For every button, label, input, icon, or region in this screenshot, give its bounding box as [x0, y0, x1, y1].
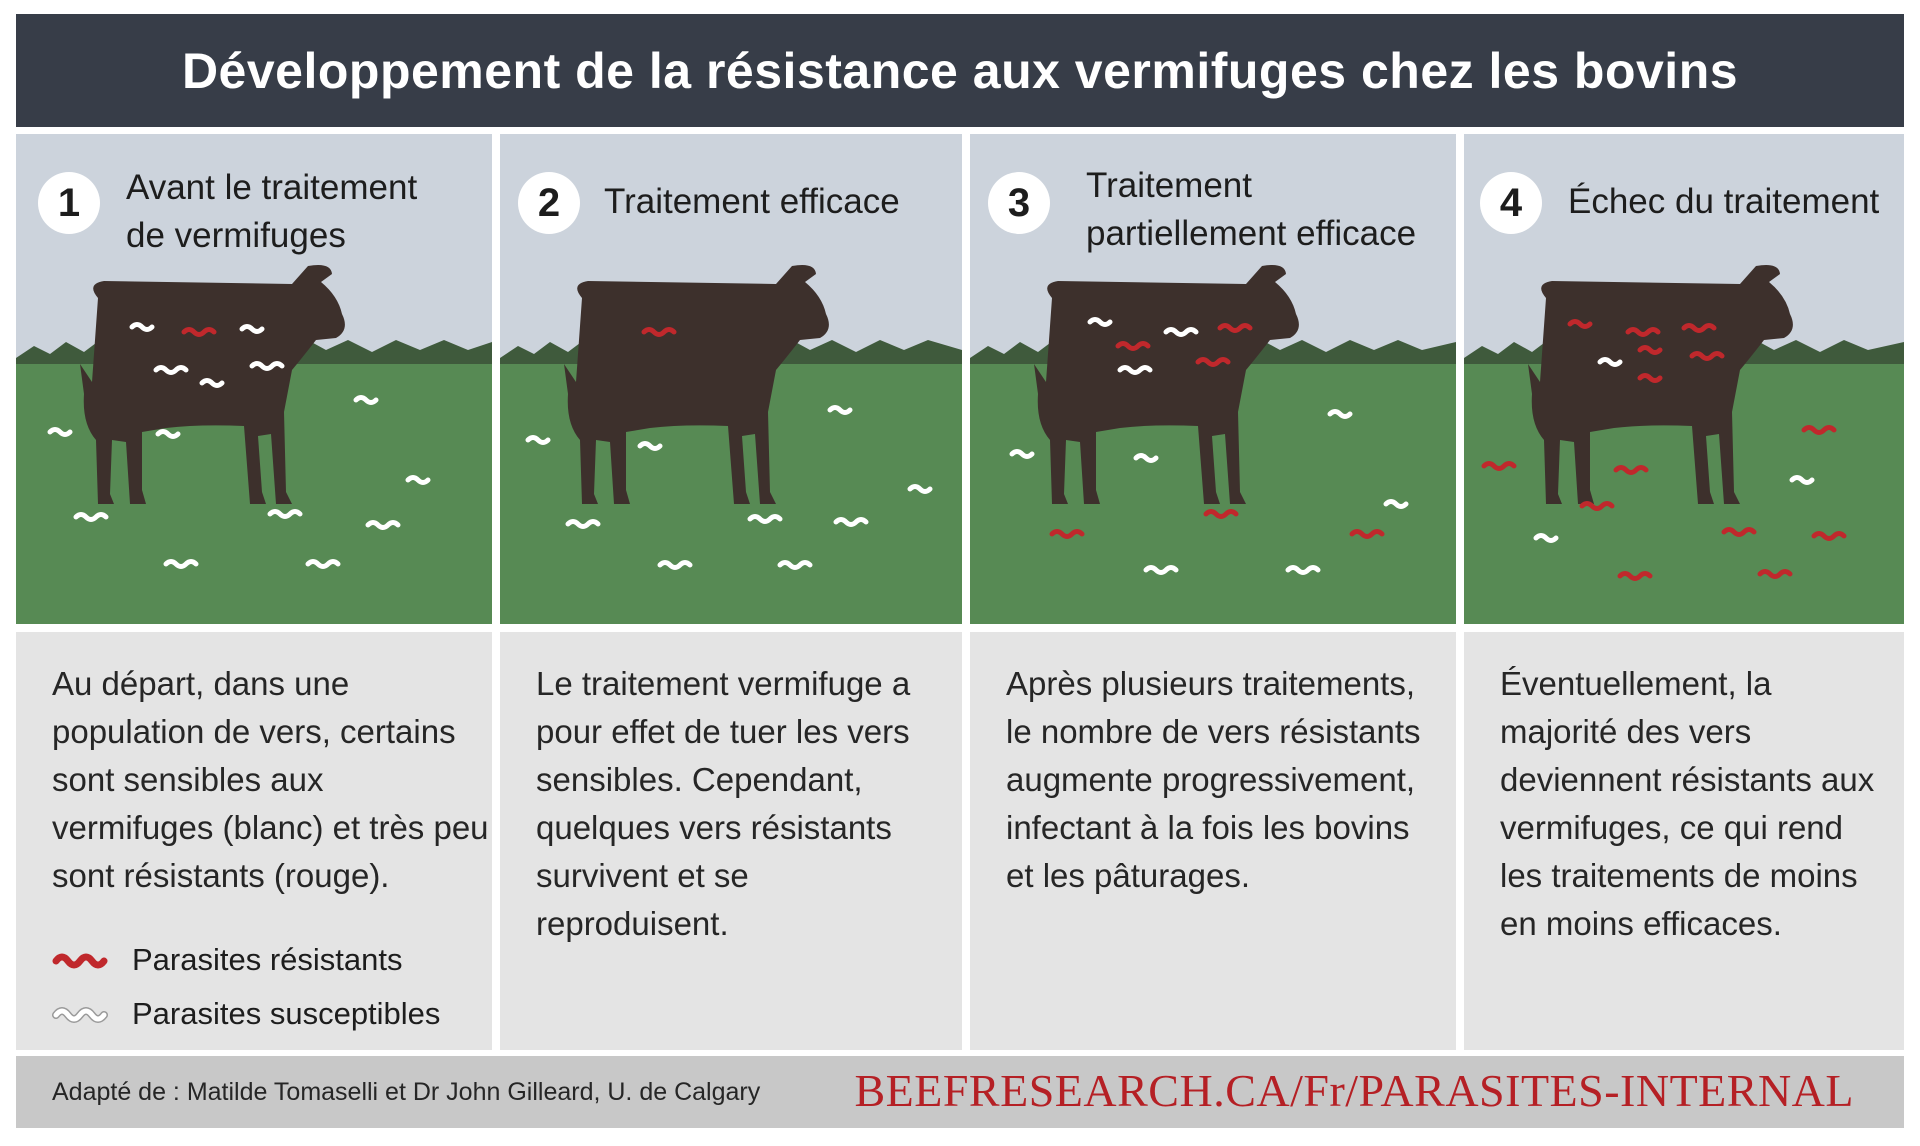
panel-3-text: Après plusieurs traitements, le nombre de vers résistants augmente progressivement, infectant à la fois les bovins et les pâturages.	[1006, 665, 1421, 894]
source-url[interactable]: BEEFRESEARCH.CA/Fr/PARASITES-INTERNAL	[854, 1065, 1854, 1116]
step-3-badge: 3	[988, 172, 1050, 234]
panel-4-description	[1464, 632, 1904, 1050]
credit-text: Adapté de : Matilde Tomaselli et Dr John Gilleard, U. de Calgary	[52, 1078, 761, 1106]
step-1-heading-line2: de vermifuges	[126, 216, 346, 255]
legend-resistant-label: Parasites résistants	[132, 942, 403, 977]
step-2-badge: 2	[518, 172, 580, 234]
step-1-heading-line1: Avant le traitement	[126, 168, 418, 207]
legend-resistant	[52, 942, 403, 978]
legend-susceptible	[52, 996, 440, 1032]
panel-3-description	[970, 632, 1456, 1050]
panel-4-scene	[1464, 134, 1904, 624]
legend-susceptible-label: Parasites susceptibles	[132, 996, 441, 1031]
panel-1-description	[16, 632, 492, 1050]
panel-1-scene	[16, 134, 492, 624]
resistant-worm-icon	[52, 945, 112, 975]
step-3-heading-line1: Traitement	[1086, 166, 1252, 205]
step-3-heading-line2: partiellement efficace	[1086, 214, 1417, 253]
panel-2-scene	[500, 134, 962, 624]
footer	[16, 1056, 1904, 1128]
susceptible-worm-icon	[52, 999, 112, 1029]
panel-3-scene	[970, 134, 1456, 624]
panel-1-text: Au départ, dans une population de vers, certains sont sensibles aux vermifuges (blanc) et très peu sont résistants (rouge).	[52, 665, 489, 894]
step-4-badge: 4	[1480, 172, 1542, 234]
infographic	[16, 14, 1904, 1128]
panel-4-text: Éventuellement, la majorité des vers deviennent résistants aux vermifuges, ce qui rend les traitements de moins en moins efficaces.	[1500, 665, 1875, 942]
step-1-badge: 1	[38, 172, 100, 234]
page-title: Développement de la résistance aux vermifuges chez les bovins	[16, 14, 1904, 127]
step-4-heading-line1: Échec du traitement	[1568, 182, 1880, 221]
panel-2-text: Le traitement vermifuge a pour effet de tuer les vers sensibles. Cependant, quelques vers résistants survivent et se reproduisent.	[536, 665, 911, 942]
panel-2-description	[500, 632, 962, 1050]
step-2-heading-line1: Traitement efficace	[604, 182, 900, 221]
